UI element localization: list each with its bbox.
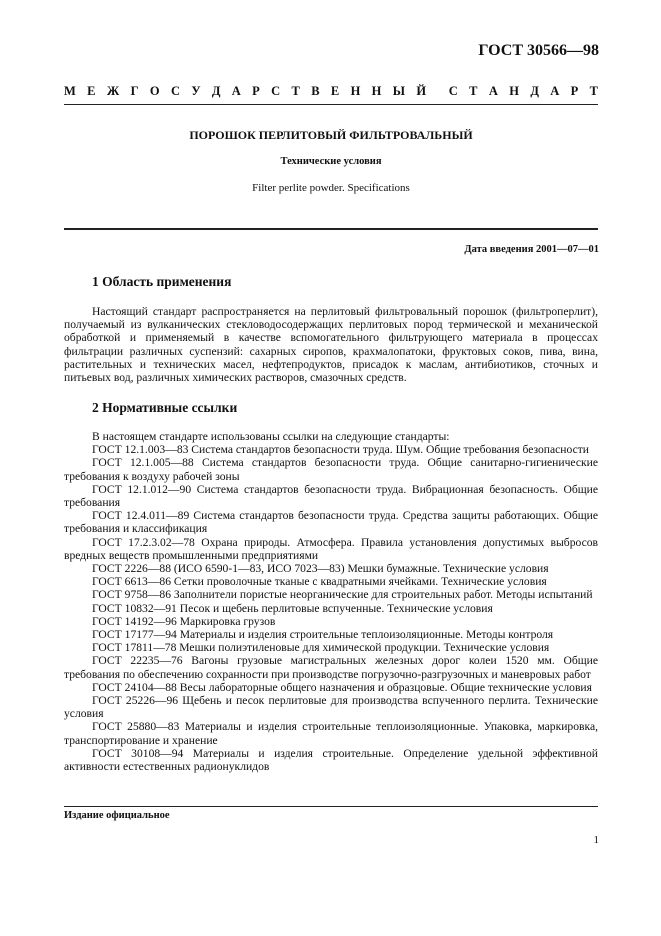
banner-letter: Ж	[106, 84, 120, 98]
banner-letter: Р	[252, 84, 260, 98]
section-1-heading: 1 Область применения	[92, 274, 232, 289]
banner-letter: Ы	[392, 84, 406, 98]
section-2-heading: 2 Нормативные ссылки	[92, 400, 238, 415]
banner-letter: С	[170, 84, 180, 98]
interstate-standard-banner	[64, 84, 598, 99]
top-divider	[64, 104, 598, 105]
banner-letter: Р	[570, 84, 579, 98]
reference-item: ГОСТ 24104—88 Весы лабораторные общего назначения и образцовые. Общие технические условия	[92, 680, 592, 694]
banner-letter: Г	[130, 84, 139, 98]
banner-letter: В	[311, 84, 320, 98]
reference-item: ГОСТ 17177—94 Материалы и изделия строительные теплоизоляционные. Методы контроля	[92, 628, 554, 642]
document-title-english: Filter perlite powder. Specifications	[252, 182, 410, 194]
normative-references	[64, 430, 598, 773]
document-subtitle: Технические условия	[280, 156, 382, 167]
reference-item: ГОСТ 22235—76 Вагоны грузовые магистральных железных дорог колеи 1520 мм. Общие требования по обеспечению сохранности при производстве погрузочно-разгрузочных и маневровых работ	[64, 654, 598, 681]
title-divider	[64, 228, 598, 230]
reference-item: ГОСТ 30108—94 Материалы и изделия строительные. Определение удельной эффективной активности естественных радионуклидов	[64, 746, 598, 774]
banner-letter: Н	[371, 84, 382, 98]
banner-letter: А	[488, 84, 498, 98]
reference-item: ГОСТ 10832—91 Песок и щебень перлитовые вспученные. Технические условия	[92, 601, 493, 615]
introduction-date: Дата введения 2001—07—01	[464, 244, 599, 255]
reference-item: ГОСТ 12.1.012—90 Система стандартов безопасности труда. Вибрационная безопасность. Общие требования	[64, 482, 598, 510]
reference-item: ГОСТ 14192—96 Маркировка грузов	[92, 614, 276, 628]
banner-letter: О	[149, 84, 160, 98]
reference-item: ГОСТ 25880—83 Материалы и изделия строительные теплоизоляционные. Упаковка, маркировка, транспортирование и хранение	[64, 720, 598, 747]
page-number: 1	[593, 834, 599, 846]
banner-letter: Д	[211, 84, 221, 98]
reference-item: ГОСТ 2226—88 (ИСО 6590-1—83, ИСО 7023—83) Мешки бумажные. Технические условия	[92, 562, 549, 576]
reference-item: ГОСТ 12.1.005—88 Система стандартов безопасности труда. Общие санитарно-гигиенические требования к воздуху рабочей зоны	[64, 456, 598, 483]
banner-letter: Т	[469, 84, 478, 98]
reference-item: ГОСТ 17811—78 Мешки полиэтиленовые для химической продукции. Технические условия	[92, 641, 550, 655]
reference-item: ГОСТ 25226—96 Щебень и песок перлитовые для производства вспученного перлита. Технические условия	[64, 694, 598, 721]
banner-letter: А	[231, 84, 241, 98]
official-edition-label: Издание официальное	[64, 810, 170, 821]
banner-letter: А	[550, 84, 560, 98]
banner-letter: С	[448, 84, 458, 98]
banner-letter: Д	[530, 84, 539, 98]
banner-letter: Й	[416, 84, 427, 98]
banner-letter: М	[64, 84, 76, 98]
document-title: ПОРОШОК ПЕРЛИТОВЫЙ ФИЛЬТРОВАЛЬНЫЙ	[189, 128, 473, 142]
banner-letter: Н	[509, 84, 519, 98]
references-intro: В настоящем стандарте использованы ссылки на следующие стандарты:	[92, 430, 450, 443]
banner-letter: Т	[589, 84, 598, 98]
banner-letter: У	[191, 84, 201, 98]
reference-item: ГОСТ 12.1.003—83 Система стандартов безопасности труда. Шум. Общие требования безопасности	[92, 443, 590, 457]
gost-number: ГОСТ 30566—98	[478, 42, 599, 59]
footer-divider	[64, 806, 598, 807]
banner-letter: Е	[330, 84, 340, 98]
reference-item: ГОСТ 9758—86 Заполнители пористые неорганические для строительных работ. Методы испытаний	[92, 588, 593, 602]
banner-letter: С	[271, 84, 281, 98]
banner-letter: Н	[350, 84, 361, 98]
section-1-text: Настоящий стандарт распространяется на перлитовый фильтровальный порошок (фильтроперлит), получаемый из вулканических стекловодосодержащих перлитовых пород термической и механической обработкой и применяемый в качестве вспомогательного фильтрующего материала в процессах фильтрации различных суспензий: сахарных сиропов, крахмалопатоки, фруктовых соков, пива, вина, растительных и технических масел, нефтепродуктов, присадок к маслам, антибиотиков, сточных и питьевых вод, различных химических растворов, смазочных средств.	[64, 305, 598, 385]
reference-item: ГОСТ 6613—86 Сетки проволочные тканые с квадратными ячейками. Технические условия	[92, 575, 547, 589]
banner-letter: Т	[291, 84, 300, 98]
reference-item: ГОСТ 12.4.011—89 Система стандартов безопасности труда. Средства защиты работающих. Общие требования и классификация	[64, 509, 598, 536]
reference-item: ГОСТ 17.2.3.02—78 Охрана природы. Атмосфера. Правила установления допустимых выбросов вредных веществ промышленными предприятиями	[64, 535, 598, 562]
banner-letter: Е	[87, 84, 96, 98]
